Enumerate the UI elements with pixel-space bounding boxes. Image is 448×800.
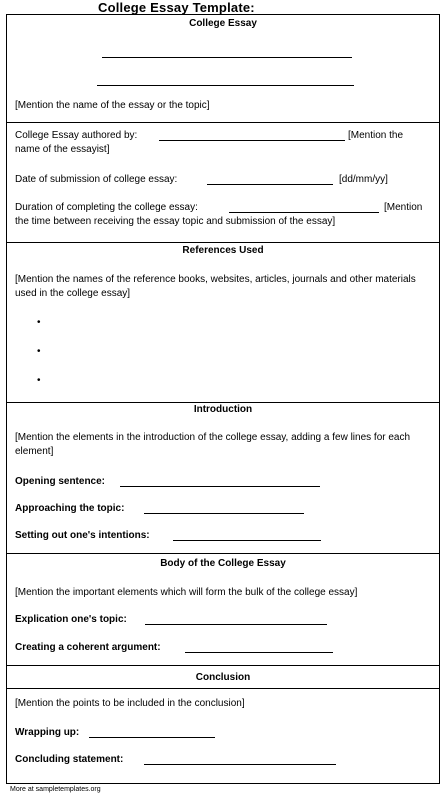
author-field[interactable] xyxy=(159,140,345,141)
intentions-field[interactable] xyxy=(173,540,321,541)
date-field[interactable] xyxy=(207,184,333,185)
section-divider xyxy=(7,242,439,243)
duration-label: Duration of completing the college essay: xyxy=(15,202,198,213)
author-label: College Essay authored by: xyxy=(15,130,138,141)
references-note: [Mention the names of the reference books, websites, articles, journals and other materials used in the college essay] xyxy=(15,274,416,299)
reference-bullet-2: • xyxy=(37,346,41,357)
duration-note-continued: the time between receiving the essay topic and submission of the essay] xyxy=(15,216,336,227)
reference-bullet-1: • xyxy=(37,317,41,328)
essay-title-line-2[interactable] xyxy=(97,85,354,86)
essay-title-line-1[interactable] xyxy=(102,57,352,58)
section-heading-body: Body of the College Essay xyxy=(160,558,286,569)
template-form xyxy=(6,14,440,784)
approaching-topic-label: Approaching the topic: xyxy=(15,503,125,514)
section-divider xyxy=(7,688,439,689)
footer-credit: More at sampletemplates.org xyxy=(10,786,101,793)
intentions-label: Setting out one's intentions: xyxy=(15,530,150,541)
opening-sentence-label: Opening sentence: xyxy=(15,476,106,487)
section-heading-references: References Used xyxy=(182,245,264,256)
date-note: [dd/mm/yy] xyxy=(339,174,388,185)
wrapping-up-field[interactable] xyxy=(89,737,215,738)
reference-bullet-3: • xyxy=(37,375,41,386)
wrapping-up-label: Wrapping up: xyxy=(15,727,80,738)
section-divider xyxy=(7,665,439,666)
page-title: College Essay Template: xyxy=(98,0,255,15)
body-note: [Mention the important elements which will form the bulk of the college essay] xyxy=(15,587,358,598)
date-label: Date of submission of college essay: xyxy=(15,174,178,185)
explication-field[interactable] xyxy=(145,624,327,625)
concluding-statement-label: Concluding statement: xyxy=(15,754,124,765)
section-heading-introduction: Introduction xyxy=(193,404,253,415)
essay-topic-note: [Mention the name of the essay or the topic] xyxy=(15,100,210,111)
section-heading-conclusion: Conclusion xyxy=(195,672,251,683)
introduction-note: [Mention the elements in the introduction of the college essay, adding a few lines for each element] xyxy=(15,432,411,457)
explication-label: Explication one's topic: xyxy=(15,614,127,625)
coherent-argument-label: Creating a coherent argument: xyxy=(15,642,161,653)
section-divider xyxy=(7,553,439,554)
duration-field[interactable] xyxy=(229,212,379,213)
author-note: [Mention the xyxy=(348,130,404,141)
opening-sentence-field[interactable] xyxy=(120,486,320,487)
section-divider xyxy=(7,122,439,123)
author-note-continued: name of the essayist] xyxy=(15,144,110,155)
conclusion-note: [Mention the points to be included in the conclusion] xyxy=(15,698,245,709)
coherent-argument-field[interactable] xyxy=(185,652,333,653)
approaching-topic-field[interactable] xyxy=(144,513,304,514)
duration-note: [Mention xyxy=(384,202,423,213)
section-heading-college-essay: College Essay xyxy=(189,18,257,29)
concluding-statement-field[interactable] xyxy=(144,764,336,765)
